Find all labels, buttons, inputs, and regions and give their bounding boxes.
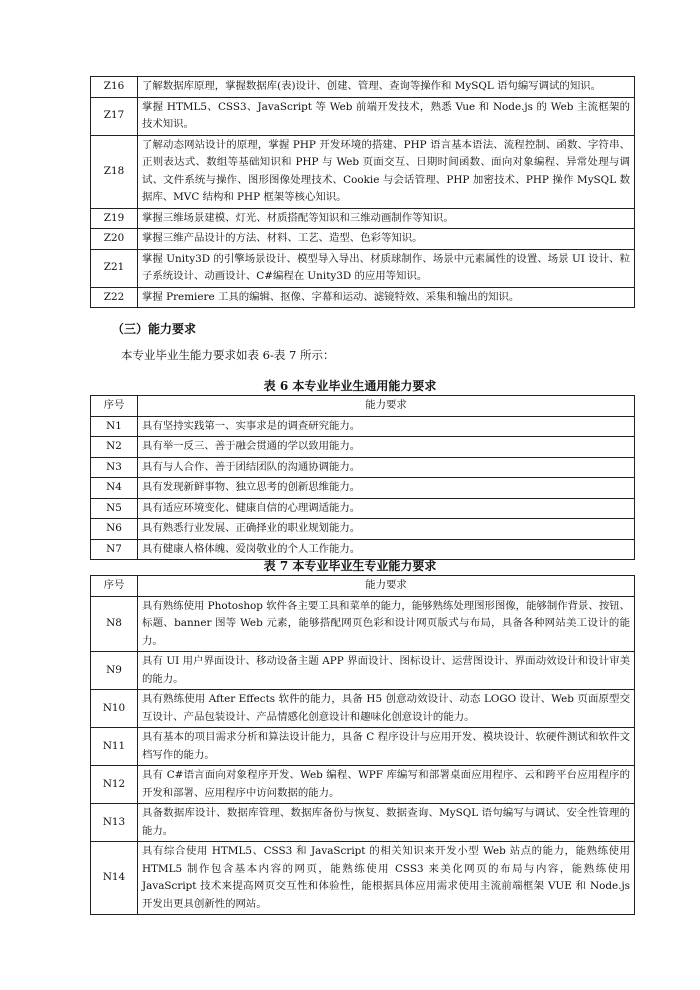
row-id: N4 xyxy=(91,478,138,499)
row-text: 掌握 HTML5、CSS3、JavaScript 等 Web 前端开发技术，熟悉 Vue 和 Node.js 的 Web 主流框架的技术知识。 xyxy=(138,97,635,135)
section-heading: （三）能力要求 xyxy=(112,322,197,336)
row-text: 具有 C#语言面向对象程序开发、Web 编程、WPF 库编写和部署桌面应用程序、云和跨平台应用程序的开发和部署、应用程序中访问数据的能力。 xyxy=(138,766,635,804)
row-id: Z18 xyxy=(91,135,138,208)
row-id: N9 xyxy=(91,652,138,690)
table-row xyxy=(91,287,635,308)
table-row xyxy=(91,97,635,135)
table-row xyxy=(91,519,635,540)
row-id: N12 xyxy=(91,766,138,804)
header-id: 序号 xyxy=(91,396,138,417)
table-row xyxy=(91,135,635,208)
table-row xyxy=(91,596,635,652)
row-id: Z17 xyxy=(91,97,138,135)
row-id: N14 xyxy=(91,842,138,915)
table-row xyxy=(91,842,635,915)
row-text: 具有综合使用 HTML5、CSS3 和 JavaScript 的相关知识来开发小型 Web 站点的能力，能熟练使用 HTML5 制作包含基本内容的网页，能熟练使用 CSS3 来美化网页的布局与内容，能熟练使用 JavaScript 技术来提高网页交互性和体验性，能根据具体应用需求使用主流前端框架 VUE 和 Node.js 开发出更具创新性的网站。 xyxy=(138,842,635,915)
row-id: Z22 xyxy=(91,287,138,308)
table-row xyxy=(91,416,635,437)
table-header-row xyxy=(91,576,635,597)
row-text: 具有举一反三、善于融会贯通的学以致用能力。 xyxy=(138,437,635,458)
row-id: N2 xyxy=(91,437,138,458)
row-id: Z16 xyxy=(91,77,138,98)
row-id: N10 xyxy=(91,690,138,728)
table7-caption: 表 7 本专业毕业生专业能力要求 xyxy=(263,559,437,573)
row-text: 具有基本的项目需求分析和算法设计能力，具备 C 程序设计与应用开发、模块设计、软硬件测试和软件文档写作的能力。 xyxy=(138,728,635,766)
table-row xyxy=(91,77,635,98)
table-row xyxy=(91,478,635,499)
row-text: 具有发现新鲜事物、独立思考的创新思维能力。 xyxy=(138,478,635,499)
row-id: N13 xyxy=(91,804,138,842)
row-text: 掌握 Premiere 工具的编辑、抠像、字幕和运动、滤镜特效、采集和输出的知识。 xyxy=(138,287,635,308)
table-row xyxy=(91,229,635,250)
row-text: 具备数据库设计、数据库管理、数据库备份与恢复、数据查询、MySQL 语句编写与调试、安全性管理的能力。 xyxy=(138,804,635,842)
row-id: N11 xyxy=(91,728,138,766)
table6 xyxy=(90,395,635,560)
row-text: 具有坚持实践第一、实事求是的调查研究能力。 xyxy=(138,416,635,437)
row-id: Z19 xyxy=(91,208,138,229)
row-text: 了解动态网站设计的原理，掌握 PHP 开发环境的搭建、PHP 语言基本语法、流程控制、函数、字符串、正则表达式、数组等基础知识和 PHP 与 Web 页面交互、日期时间函数、面向对象编程、异常处理与调试、文件系统与操作、图形图像处理技术、Cookie 与会话管理、PHP 加密技术、PHP 操作 MySQL 数据库、MVC 结构和 PHP 框架等核心知识。 xyxy=(138,135,635,208)
knowledge-table xyxy=(90,76,635,308)
row-text: 具有健康人格体魄、爱岗敬业的个人工作能力。 xyxy=(138,539,635,560)
row-text: 具有 UI 用户界面设计、移动设备主题 APP 界面设计、图标设计、运营图设计、界面动效设计和设计审美的能力。 xyxy=(138,652,635,690)
row-id: Z20 xyxy=(91,229,138,250)
table-header-row xyxy=(91,396,635,417)
row-id: N3 xyxy=(91,457,138,478)
row-id: Z21 xyxy=(91,249,138,287)
row-id: N5 xyxy=(91,498,138,519)
row-id: N8 xyxy=(91,596,138,652)
header-text: 能力要求 xyxy=(138,396,635,417)
header-id: 序号 xyxy=(91,576,138,597)
row-text: 具有熟练使用 Photoshop 软件各主要工具和菜单的能力，能够熟练处理图形图像，能够制作背景、按钮、标题、banner 图等 Web 元素，能够搭配网页色彩和设计网页版式与布局，具备各种网站美工设计的能力。 xyxy=(138,596,635,652)
table-row xyxy=(91,249,635,287)
row-text: 了解数据库原理，掌握数据库(表)设计、创建、管理、查询等操作和 MySQL 语句编写调试的知识。 xyxy=(138,77,635,98)
row-text: 具有适应环境变化、健康自信的心理调适能力。 xyxy=(138,498,635,519)
table-row xyxy=(91,766,635,804)
row-text: 掌握 Unity3D 的引擎场景设计、模型导入导出、材质球制作、场景中元素属性的设置、场景 UI 设计、粒子系统设计、动画设计、C#编程在 Unity3D 的应用等知识。 xyxy=(138,249,635,287)
row-id: N1 xyxy=(91,416,138,437)
table-row xyxy=(91,728,635,766)
header-text: 能力要求 xyxy=(138,576,635,597)
row-id: N7 xyxy=(91,539,138,560)
table-row xyxy=(91,804,635,842)
row-text: 掌握三维产品设计的方法、材料、工艺、造型、色彩等知识。 xyxy=(138,229,635,250)
table-row xyxy=(91,690,635,728)
table-row xyxy=(91,208,635,229)
row-text: 具有熟练使用 After Effects 软件的能力，具备 H5 创意动效设计、动态 LOGO 设计、Web 页面原型交互设计、产品包装设计、产品情感化创意设计和趣味化创意设计的能力。 xyxy=(138,690,635,728)
table7 xyxy=(90,575,635,915)
table6-caption: 表 6 本专业毕业生通用能力要求 xyxy=(263,379,437,393)
table-row xyxy=(91,652,635,690)
table-row xyxy=(91,437,635,458)
row-id: N6 xyxy=(91,519,138,540)
row-text: 具有熟悉行业发展、正确择业的职业规划能力。 xyxy=(138,519,635,540)
table-row xyxy=(91,498,635,519)
row-text: 具有与人合作、善于团结团队的沟通协调能力。 xyxy=(138,457,635,478)
row-text: 掌握三维场景建模、灯光、材质搭配等知识和三维动画制作等知识。 xyxy=(138,208,635,229)
intro-paragraph: 本专业毕业生能力要求如表 6-表 7 所示： xyxy=(121,348,335,362)
table-row xyxy=(91,457,635,478)
